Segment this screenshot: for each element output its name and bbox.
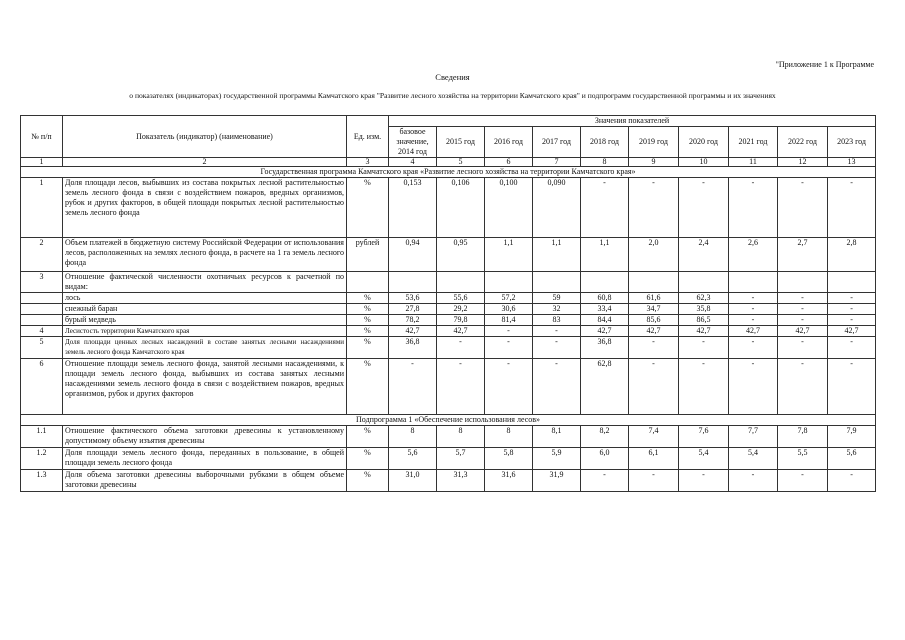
row-value: - bbox=[828, 359, 876, 415]
table-row bbox=[21, 238, 876, 272]
row-number: 4 bbox=[21, 326, 63, 337]
row-value: 7,6 bbox=[679, 426, 729, 448]
row-value: 30,6 bbox=[485, 304, 533, 315]
row-value: 8,2 bbox=[581, 426, 629, 448]
row-value: 42,7 bbox=[778, 326, 828, 337]
row-value: 57,2 bbox=[485, 293, 533, 304]
row-value: 5,4 bbox=[679, 448, 729, 470]
row-value: 1,1 bbox=[485, 238, 533, 272]
row-value: - bbox=[389, 359, 437, 415]
table-row bbox=[21, 426, 876, 448]
row-value: - bbox=[679, 359, 729, 415]
row-value: - bbox=[629, 470, 679, 492]
col-number: 3 bbox=[347, 158, 389, 167]
header-year: 2017 год bbox=[533, 127, 581, 158]
row-value: - bbox=[679, 178, 729, 238]
row-value: 42,7 bbox=[679, 326, 729, 337]
row-value: 7,9 bbox=[828, 426, 876, 448]
col-number: 13 bbox=[828, 158, 876, 167]
row-value: - bbox=[679, 337, 729, 359]
row-unit: % bbox=[347, 293, 389, 304]
row-number: 3 bbox=[21, 272, 63, 293]
row-value bbox=[778, 272, 828, 293]
row-value: 42,7 bbox=[581, 326, 629, 337]
row-value: 33,4 bbox=[581, 304, 629, 315]
table-row bbox=[21, 272, 876, 293]
row-value: 53,6 bbox=[389, 293, 437, 304]
col-number: 8 bbox=[581, 158, 629, 167]
row-value bbox=[437, 272, 485, 293]
table-row bbox=[21, 178, 876, 238]
row-number bbox=[21, 304, 63, 315]
row-value: 8,1 bbox=[533, 426, 581, 448]
table-row bbox=[21, 293, 876, 304]
row-value: 61,6 bbox=[629, 293, 679, 304]
row-value: 0,95 bbox=[437, 238, 485, 272]
row-number: 1 bbox=[21, 178, 63, 238]
section-subprogram-1-title: Подпрограмма 1 «Обеспечение использования лесов» bbox=[21, 415, 876, 426]
row-value: 0,100 bbox=[485, 178, 533, 238]
row-value: - bbox=[828, 337, 876, 359]
row-number: 1.1 bbox=[21, 426, 63, 448]
row-indicator-name: Объем платежей в бюджетную систему Российской Федерации от использования лесов, расположенных на землях лесного фонда, в расчете на 1 га земель лесного фонда bbox=[63, 238, 347, 272]
row-unit: % bbox=[347, 337, 389, 359]
row-value bbox=[485, 272, 533, 293]
row-value: - bbox=[437, 337, 485, 359]
header-year: 2022 год bbox=[778, 127, 828, 158]
row-value: - bbox=[778, 315, 828, 326]
col-number: 9 bbox=[629, 158, 679, 167]
col-number: 2 bbox=[63, 158, 347, 167]
row-value: - bbox=[778, 359, 828, 415]
row-unit: рублей bbox=[347, 238, 389, 272]
row-unit bbox=[347, 272, 389, 293]
row-unit: % bbox=[347, 326, 389, 337]
row-value: - bbox=[729, 178, 778, 238]
row-value: 36,8 bbox=[389, 337, 437, 359]
row-value: - bbox=[828, 304, 876, 315]
header-num: № п/п bbox=[21, 116, 63, 158]
row-indicator-name: снежный баран bbox=[63, 304, 347, 315]
row-indicator-name: Доля объема заготовки древесины выборочными рубками в общем объеме заготовки древесины bbox=[63, 470, 347, 492]
row-value: 7,7 bbox=[729, 426, 778, 448]
appendix-label: "Приложение 1 к Программе bbox=[775, 60, 874, 69]
row-value: 42,7 bbox=[629, 326, 679, 337]
row-unit: % bbox=[347, 470, 389, 492]
row-value: 34,7 bbox=[629, 304, 679, 315]
col-number: 10 bbox=[679, 158, 729, 167]
col-number: 1 bbox=[21, 158, 63, 167]
row-value: 8 bbox=[485, 426, 533, 448]
row-number: 1.2 bbox=[21, 448, 63, 470]
row-value: - bbox=[729, 337, 778, 359]
row-number: 2 bbox=[21, 238, 63, 272]
table-row bbox=[21, 359, 876, 415]
row-value: 2,4 bbox=[679, 238, 729, 272]
row-unit: % bbox=[347, 359, 389, 415]
row-value: - bbox=[533, 337, 581, 359]
row-indicator-name: Лесистость территории Камчатского края bbox=[63, 326, 347, 337]
row-value: - bbox=[581, 178, 629, 238]
table-row bbox=[21, 470, 876, 492]
row-value: 0,090 bbox=[533, 178, 581, 238]
row-value: - bbox=[778, 178, 828, 238]
row-indicator-name: Доля площади ценных лесных насаждений в составе занятых лесными насаждениями земель лесного фонда Камчатского края bbox=[63, 337, 347, 359]
table-row bbox=[21, 304, 876, 315]
table-row bbox=[21, 326, 876, 337]
row-value: - bbox=[778, 337, 828, 359]
row-value: 7,8 bbox=[778, 426, 828, 448]
row-value: - bbox=[778, 470, 828, 492]
row-value: - bbox=[729, 304, 778, 315]
row-value: - bbox=[629, 178, 679, 238]
row-value: 5,6 bbox=[389, 448, 437, 470]
row-value: 78,2 bbox=[389, 315, 437, 326]
header-year: 2023 год bbox=[828, 127, 876, 158]
row-value: 62,3 bbox=[679, 293, 729, 304]
row-value: 42,7 bbox=[437, 326, 485, 337]
row-unit: % bbox=[347, 315, 389, 326]
row-number: 6 bbox=[21, 359, 63, 415]
row-value bbox=[629, 272, 679, 293]
header-unit: Ед. изм. bbox=[347, 116, 389, 158]
row-unit: % bbox=[347, 448, 389, 470]
row-value: 1,1 bbox=[533, 238, 581, 272]
row-value bbox=[533, 272, 581, 293]
row-value: 7,4 bbox=[629, 426, 679, 448]
row-value: 35,8 bbox=[679, 304, 729, 315]
header-year: 2015 год bbox=[437, 127, 485, 158]
row-value: - bbox=[485, 337, 533, 359]
row-value: 0,94 bbox=[389, 238, 437, 272]
row-indicator-name: Отношение фактического объема заготовки древесины к установленному допустимому объему изъятия древесины bbox=[63, 426, 347, 448]
row-number bbox=[21, 293, 63, 304]
row-value bbox=[828, 272, 876, 293]
row-unit: % bbox=[347, 426, 389, 448]
row-value bbox=[581, 272, 629, 293]
row-value: 59 bbox=[533, 293, 581, 304]
document-title: Сведения bbox=[435, 72, 470, 82]
row-value: - bbox=[533, 359, 581, 415]
row-value: 5,6 bbox=[828, 448, 876, 470]
header-year: 2018 год bbox=[581, 127, 629, 158]
col-number: 7 bbox=[533, 158, 581, 167]
row-value: - bbox=[629, 337, 679, 359]
row-value: 5,7 bbox=[437, 448, 485, 470]
row-value: 6,1 bbox=[629, 448, 679, 470]
row-value: - bbox=[828, 178, 876, 238]
row-value: 2,6 bbox=[729, 238, 778, 272]
col-number: 11 bbox=[729, 158, 778, 167]
row-value: 86,5 bbox=[679, 315, 729, 326]
header-indicator: Показатель (индикатор) (наименование) bbox=[63, 116, 347, 158]
row-value: 42,7 bbox=[729, 326, 778, 337]
col-number: 5 bbox=[437, 158, 485, 167]
row-value: 55,6 bbox=[437, 293, 485, 304]
row-value: 81,4 bbox=[485, 315, 533, 326]
row-value: 29,2 bbox=[437, 304, 485, 315]
row-value bbox=[679, 272, 729, 293]
col-number: 6 bbox=[485, 158, 533, 167]
row-value: 42,7 bbox=[389, 326, 437, 337]
row-number: 5 bbox=[21, 337, 63, 359]
row-value: - bbox=[778, 293, 828, 304]
row-value: 8 bbox=[437, 426, 485, 448]
header-year: 2020 год bbox=[679, 127, 729, 158]
row-unit: % bbox=[347, 304, 389, 315]
row-value: - bbox=[828, 293, 876, 304]
row-indicator-name: Доля площади земель лесного фонда, переданных в пользование, в общей площади земель лесного фонда bbox=[63, 448, 347, 470]
row-value: 85,6 bbox=[629, 315, 679, 326]
row-value: - bbox=[485, 359, 533, 415]
row-value: 83 bbox=[533, 315, 581, 326]
row-value: 6,0 bbox=[581, 448, 629, 470]
row-value: 5,8 bbox=[485, 448, 533, 470]
table-row bbox=[21, 337, 876, 359]
header-year: 2016 год bbox=[485, 127, 533, 158]
row-indicator-name: лось bbox=[63, 293, 347, 304]
row-value: - bbox=[828, 470, 876, 492]
row-indicator-name: Отношение площади земель лесного фонда, занятой лесными насаждениями, к площади земель лесного фонда, выбывших из состава занятых лесными насаждениями земель лесного фонда в связи с воздействием пожаров, вредных организмов, рубок и других факторов bbox=[63, 359, 347, 415]
row-number bbox=[21, 315, 63, 326]
row-value: - bbox=[485, 326, 533, 337]
row-value: 5,9 bbox=[533, 448, 581, 470]
row-value: - bbox=[778, 304, 828, 315]
row-value: - bbox=[437, 359, 485, 415]
row-value: 27,8 bbox=[389, 304, 437, 315]
row-value: - bbox=[729, 470, 778, 492]
row-value: - bbox=[729, 359, 778, 415]
header-values-group: Значения показателей bbox=[389, 116, 876, 127]
row-indicator-name: бурый медведь bbox=[63, 315, 347, 326]
row-value: - bbox=[533, 326, 581, 337]
section-program-title: Государственная программа Камчатского края «Развитие лесного хозяйства на территории Камчатского края» bbox=[21, 167, 876, 178]
table-row bbox=[21, 448, 876, 470]
row-value: 0,106 bbox=[437, 178, 485, 238]
row-value: - bbox=[629, 359, 679, 415]
row-value: - bbox=[581, 470, 629, 492]
row-value: 31,0 bbox=[389, 470, 437, 492]
row-value: - bbox=[729, 293, 778, 304]
row-value: 62,8 bbox=[581, 359, 629, 415]
row-value: 8 bbox=[389, 426, 437, 448]
row-value bbox=[729, 272, 778, 293]
indicators-table bbox=[20, 115, 876, 492]
row-value: 32 bbox=[533, 304, 581, 315]
row-value: 1,1 bbox=[581, 238, 629, 272]
row-value: 42,7 bbox=[828, 326, 876, 337]
row-value: 0,153 bbox=[389, 178, 437, 238]
row-value: 84,4 bbox=[581, 315, 629, 326]
row-value: - bbox=[729, 315, 778, 326]
row-value: 2,8 bbox=[828, 238, 876, 272]
row-value: - bbox=[828, 315, 876, 326]
row-value: 79,8 bbox=[437, 315, 485, 326]
row-value: 31,6 bbox=[485, 470, 533, 492]
row-value: 60,8 bbox=[581, 293, 629, 304]
row-value: 36,8 bbox=[581, 337, 629, 359]
header-year: 2021 год bbox=[729, 127, 778, 158]
row-value: 2,7 bbox=[778, 238, 828, 272]
document-subtitle: о показателях (индикаторах) государственной программы Камчатского края "Развитие лесного хозяйства на территории Камчатского края" и подпрограмм государственной программы и их значениях bbox=[129, 91, 776, 100]
col-number: 12 bbox=[778, 158, 828, 167]
row-value bbox=[389, 272, 437, 293]
row-unit: % bbox=[347, 178, 389, 238]
col-number: 4 bbox=[389, 158, 437, 167]
row-value: - bbox=[679, 470, 729, 492]
header-base: базовое значение, 2014 год bbox=[389, 127, 437, 158]
row-value: 31,3 bbox=[437, 470, 485, 492]
row-value: 31,9 bbox=[533, 470, 581, 492]
table-row bbox=[21, 315, 876, 326]
row-indicator-name: Отношение фактической численности охотничьих ресурсов к расчетной по видам: bbox=[63, 272, 347, 293]
row-indicator-name: Доля площади лесов, выбывших из состава покрытых лесной растительностью земель лесного фонда в связи с воздействием пожаров, вредных организмов, рубок и других факторов, в общей площади покрытых лесной растительностью земель лесного фонда bbox=[63, 178, 347, 238]
header-year: 2019 год bbox=[629, 127, 679, 158]
row-value: 5,4 bbox=[729, 448, 778, 470]
row-value: 5,5 bbox=[778, 448, 828, 470]
row-value: 2,0 bbox=[629, 238, 679, 272]
row-number: 1.3 bbox=[21, 470, 63, 492]
